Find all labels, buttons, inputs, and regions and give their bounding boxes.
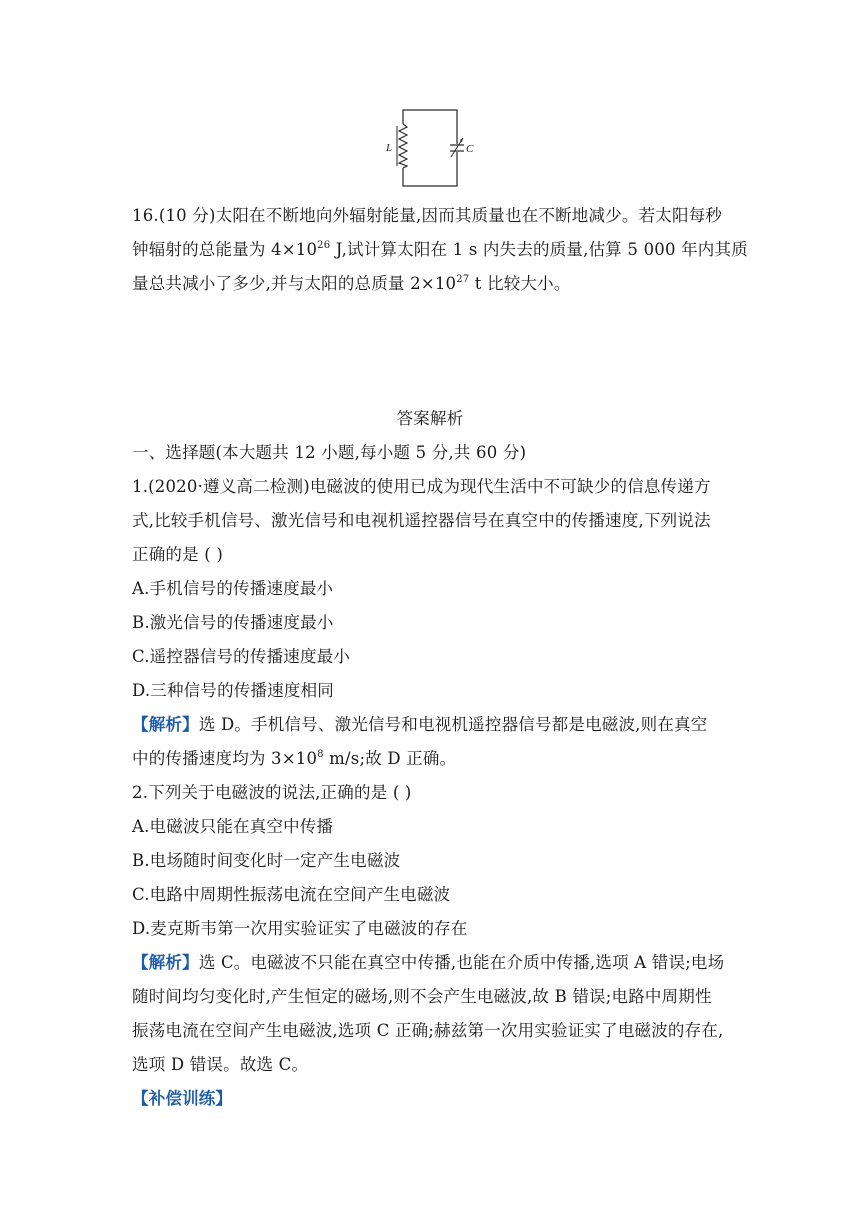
q16-line-1: 16.(10 分)太阳在不断地向外辐射能量,因而其质量也在不断地减少。若太阳每秒	[132, 206, 723, 225]
q2-option-b: B.电场随时间变化时一定产生电磁波	[132, 851, 401, 870]
q1-option-c: C.遥控器信号的传播速度最小	[132, 647, 351, 666]
inductor-label: L	[386, 142, 393, 154]
capacitor-label: C	[466, 143, 474, 155]
q2-analysis-line-3: 振荡电流在空间产生电磁波,选项 C 正确;赫兹第一次用实验证实了电磁波的存在,	[132, 1021, 724, 1040]
q2-option-d: D.麦克斯韦第一次用实验证实了电磁波的存在	[132, 919, 468, 938]
q2-analysis-line-4: 选项 D 错误。故选 C。	[132, 1055, 309, 1074]
q1-line-1: 1.(2020·遵义高二检测)电磁波的使用已成为现代生活中不可缺少的信息传递方	[132, 477, 711, 496]
supplement-heading: 【补偿训练】	[132, 1089, 233, 1108]
q1-option-b: B.激光信号的传播速度最小	[132, 613, 334, 632]
analysis-tag: 【解析】	[132, 953, 199, 972]
q1-option-a: A.手机信号的传播速度最小	[132, 579, 334, 598]
q2-analysis-line-1: 【解析】选 C。电磁波不只能在真空中传播,也能在介质中传播,选项 A 错误;电场	[132, 953, 725, 972]
q2-line-1: 2.下列关于电磁波的说法,正确的是 ( )	[132, 783, 412, 802]
q16-line-2: 钟辐射的总能量为 $4\times 10^{26}$ J,试计算太阳在 1 s 内失去的质量,估算 5 000 年内其质	[132, 240, 748, 259]
analysis-tag: 【解析】	[132, 715, 199, 734]
answers-heading: 答案解析	[396, 409, 464, 428]
section-title: 一、选择题(本大题共 12 小题,每小题 5 分,共 60 分)	[132, 443, 527, 462]
q2-option-a: A.电磁波只能在真空中传播	[132, 817, 334, 836]
q2-analysis-line-2: 随时间均匀变化时,产生恒定的磁场,则不会产生电磁波,故 B 错误;电路中周期性	[132, 987, 712, 1006]
lc-circuit-diagram	[380, 100, 480, 192]
q1-analysis-line-1: 【解析】选 D。手机信号、激光信号和电视机遥控器信号都是电磁波,则在真空	[132, 715, 708, 734]
q16-line-3: 量总共减小了多少,并与太阳的总质量 $2\times 10^{27}$ t 比较大小。	[132, 274, 571, 293]
q1-line-2: 式,比较手机信号、激光信号和电视机遥控器信号在真空中的传播速度,下列说法	[132, 511, 711, 530]
q1-option-d: D.三种信号的传播速度相同	[132, 681, 334, 700]
q2-option-c: C.电路中周期性振荡电流在空间产生电磁波	[132, 885, 451, 904]
q1-line-3: 正确的是 ( )	[132, 545, 223, 564]
q1-analysis-line-2: 中的传播速度均为 $3\times 10^8$ m/s;故 D 正确。	[132, 749, 457, 768]
